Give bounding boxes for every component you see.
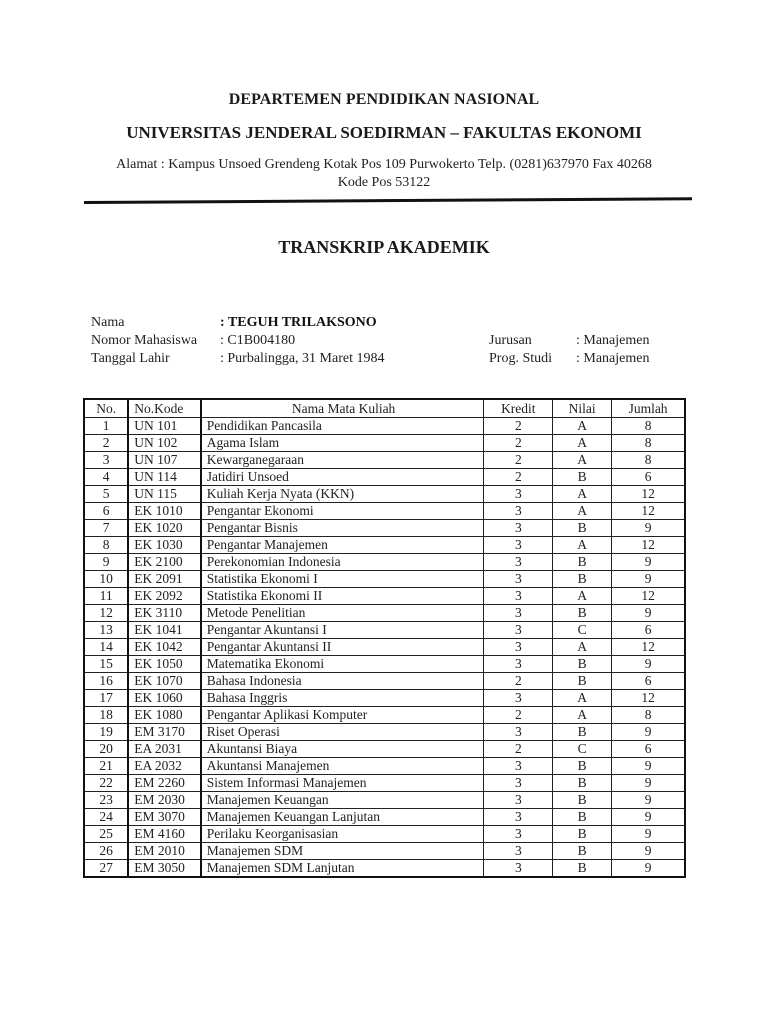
row-no: 23 — [84, 792, 128, 809]
table-row — [84, 673, 685, 690]
points: 9 — [612, 571, 685, 588]
points: 6 — [612, 622, 685, 639]
points: 9 — [612, 809, 685, 826]
dob-value: : Purbalingga, 31 Maret 1984 — [220, 351, 385, 366]
name-label: Nama — [91, 315, 125, 330]
credits: 2 — [484, 469, 553, 486]
credits: 3 — [484, 503, 553, 520]
points: 9 — [612, 826, 685, 843]
course-code: EK 1060 — [128, 690, 200, 707]
address-line-2: Kode Pos 53122 — [337, 175, 431, 190]
course-code: EK 1041 — [128, 622, 200, 639]
table-row — [84, 503, 685, 520]
table-row — [84, 758, 685, 775]
grade: B — [553, 792, 612, 809]
course-code: EK 1010 — [128, 503, 200, 520]
course-name: Pengantar Akuntansi I — [201, 622, 484, 639]
points: 9 — [612, 860, 685, 878]
header-nama: Nama Mata Kuliah — [201, 399, 484, 418]
course-name: Manajemen SDM — [201, 843, 484, 860]
document-title: TRANSKRIP AKADEMIK — [278, 237, 490, 257]
course-code: EK 1020 — [128, 520, 200, 537]
credits: 2 — [484, 707, 553, 724]
course-name: Statistika Ekonomi I — [201, 571, 484, 588]
table-row — [84, 469, 685, 486]
course-code: UN 115 — [128, 486, 200, 503]
header-jumlah: Jumlah — [612, 399, 685, 418]
points: 12 — [612, 639, 685, 656]
table-row — [84, 860, 685, 878]
header-no: No. — [84, 399, 128, 418]
course-code: EK 1080 — [128, 707, 200, 724]
credits: 2 — [484, 452, 553, 469]
points: 9 — [612, 775, 685, 792]
header-kode: No.Kode — [128, 399, 200, 418]
credits: 3 — [484, 554, 553, 571]
course-name: Kewarganegaraan — [201, 452, 484, 469]
table-row — [84, 452, 685, 469]
grade: A — [553, 588, 612, 605]
course-code: EK 2100 — [128, 554, 200, 571]
row-no: 17 — [84, 690, 128, 707]
row-no: 11 — [84, 588, 128, 605]
table-row — [84, 554, 685, 571]
course-code: EK 1050 — [128, 656, 200, 673]
row-no: 1 — [84, 418, 128, 435]
points: 9 — [612, 656, 685, 673]
course-name: Manajemen SDM Lanjutan — [201, 860, 484, 878]
course-code: EA 2032 — [128, 758, 200, 775]
course-code: UN 107 — [128, 452, 200, 469]
course-name: Agama Islam — [201, 435, 484, 452]
table-row — [84, 622, 685, 639]
points: 12 — [612, 503, 685, 520]
credits: 2 — [484, 418, 553, 435]
credits: 3 — [484, 588, 553, 605]
grade: B — [553, 571, 612, 588]
grade: A — [553, 537, 612, 554]
table-row — [84, 792, 685, 809]
points: 8 — [612, 435, 685, 452]
table-row — [84, 826, 685, 843]
course-name: Akuntansi Biaya — [201, 741, 484, 758]
points: 8 — [612, 418, 685, 435]
course-name: Pengantar Bisnis — [201, 520, 484, 537]
points: 8 — [612, 707, 685, 724]
credits: 3 — [484, 690, 553, 707]
credits: 3 — [484, 775, 553, 792]
grade: B — [553, 673, 612, 690]
course-name: Pengantar Akuntansi II — [201, 639, 484, 656]
grade: B — [553, 656, 612, 673]
course-name: Perilaku Keorganisasian — [201, 826, 484, 843]
points: 12 — [612, 588, 685, 605]
table-row — [84, 656, 685, 673]
grade: B — [553, 554, 612, 571]
course-code: EM 2260 — [128, 775, 200, 792]
table-row — [84, 809, 685, 826]
points: 6 — [612, 673, 685, 690]
table-row — [84, 605, 685, 622]
points: 9 — [612, 792, 685, 809]
department-heading: DEPARTEMEN PENDIDIKAN NASIONAL — [228, 91, 540, 108]
table-row — [84, 707, 685, 724]
row-no: 20 — [84, 741, 128, 758]
grade: B — [553, 758, 612, 775]
course-code: UN 101 — [128, 418, 200, 435]
course-name: Manajemen Keuangan — [201, 792, 484, 809]
course-name: Bahasa Inggris — [201, 690, 484, 707]
credits: 3 — [484, 843, 553, 860]
course-name: Matematika Ekonomi — [201, 656, 484, 673]
course-code: EM 3050 — [128, 860, 200, 878]
row-no: 2 — [84, 435, 128, 452]
course-name: Pengantar Aplikasi Komputer — [201, 707, 484, 724]
grades-body — [84, 418, 685, 878]
grades-table — [83, 398, 686, 878]
row-no: 3 — [84, 452, 128, 469]
row-no: 14 — [84, 639, 128, 656]
course-name: Kuliah Kerja Nyata (KKN) — [201, 486, 484, 503]
course-code: EM 3170 — [128, 724, 200, 741]
row-no: 18 — [84, 707, 128, 724]
credits: 2 — [484, 435, 553, 452]
points: 9 — [612, 605, 685, 622]
row-no: 25 — [84, 826, 128, 843]
table-row — [84, 639, 685, 656]
table-row — [84, 520, 685, 537]
points: 9 — [612, 554, 685, 571]
nim-label: Nomor Mahasiswa — [91, 333, 198, 348]
table-row — [84, 690, 685, 707]
course-name: Metode Penelitian — [201, 605, 484, 622]
grade: A — [553, 707, 612, 724]
course-code: EM 3070 — [128, 809, 200, 826]
row-no: 10 — [84, 571, 128, 588]
row-no: 8 — [84, 537, 128, 554]
table-row — [84, 843, 685, 860]
course-code: UN 114 — [128, 469, 200, 486]
course-code: EA 2031 — [128, 741, 200, 758]
table-row — [84, 435, 685, 452]
row-no: 26 — [84, 843, 128, 860]
credits: 3 — [484, 656, 553, 673]
table-row — [84, 571, 685, 588]
course-code: EK 2092 — [128, 588, 200, 605]
table-header-row — [84, 399, 685, 418]
jurusan-label: Jurusan — [489, 333, 532, 348]
grade: B — [553, 826, 612, 843]
grade: A — [553, 639, 612, 656]
table-row — [84, 741, 685, 758]
table-row — [84, 418, 685, 435]
course-name: Akuntansi Manajemen — [201, 758, 484, 775]
course-name: Bahasa Indonesia — [201, 673, 484, 690]
credits: 3 — [484, 622, 553, 639]
row-no: 15 — [84, 656, 128, 673]
row-no: 12 — [84, 605, 128, 622]
credits: 3 — [484, 486, 553, 503]
course-name: Pendidikan Pancasila — [201, 418, 484, 435]
row-no: 19 — [84, 724, 128, 741]
credits: 3 — [484, 605, 553, 622]
course-code: EK 1042 — [128, 639, 200, 656]
course-code: EM 2030 — [128, 792, 200, 809]
prodi-value: : Manajemen — [576, 351, 650, 366]
grade: B — [553, 809, 612, 826]
course-name: Manajemen Keuangan Lanjutan — [201, 809, 484, 826]
points: 12 — [612, 690, 685, 707]
jurusan-value: : Manajemen — [576, 333, 650, 348]
row-no: 4 — [84, 469, 128, 486]
university-heading: UNIVERSITAS JENDERAL SOEDIRMAN – FAKULTAS EKONOMI — [126, 123, 642, 142]
row-no: 21 — [84, 758, 128, 775]
credits: 3 — [484, 537, 553, 554]
name-value: : TEGUH TRILAKSONO — [220, 315, 377, 330]
nim-value: : C1B004180 — [220, 333, 296, 348]
row-no: 24 — [84, 809, 128, 826]
student-info — [91, 314, 691, 374]
table-row — [84, 486, 685, 503]
points: 9 — [612, 758, 685, 775]
points: 8 — [612, 452, 685, 469]
grade: B — [553, 860, 612, 878]
points: 9 — [612, 520, 685, 537]
header-nilai: Nilai — [553, 399, 612, 418]
grade: A — [553, 418, 612, 435]
points: 12 — [612, 537, 685, 554]
credits: 3 — [484, 639, 553, 656]
grade: B — [553, 843, 612, 860]
course-name: Jatidiri Unsoed — [201, 469, 484, 486]
grade: A — [553, 690, 612, 707]
grade: C — [553, 622, 612, 639]
grade: A — [553, 435, 612, 452]
grade: B — [553, 605, 612, 622]
row-no: 27 — [84, 860, 128, 878]
dob-label: Tanggal Lahir — [91, 351, 170, 366]
course-code: EK 1030 — [128, 537, 200, 554]
grade: B — [553, 775, 612, 792]
grade: C — [553, 741, 612, 758]
points: 9 — [612, 724, 685, 741]
course-name: Pengantar Ekonomi — [201, 503, 484, 520]
row-no: 22 — [84, 775, 128, 792]
table-row — [84, 588, 685, 605]
course-code: EK 2091 — [128, 571, 200, 588]
credits: 2 — [484, 673, 553, 690]
header-kredit: Kredit — [484, 399, 553, 418]
credits: 3 — [484, 724, 553, 741]
course-name: Sistem Informasi Manajemen — [201, 775, 484, 792]
course-code: UN 102 — [128, 435, 200, 452]
row-no: 6 — [84, 503, 128, 520]
course-name: Perekonomian Indonesia — [201, 554, 484, 571]
points: 12 — [612, 486, 685, 503]
credits: 2 — [484, 741, 553, 758]
points: 6 — [612, 469, 685, 486]
credits: 3 — [484, 571, 553, 588]
points: 9 — [612, 843, 685, 860]
row-no: 16 — [84, 673, 128, 690]
grade: A — [553, 452, 612, 469]
credits: 3 — [484, 792, 553, 809]
credits: 3 — [484, 809, 553, 826]
grade: B — [553, 724, 612, 741]
course-code: EK 3110 — [128, 605, 200, 622]
course-name: Riset Operasi — [201, 724, 484, 741]
credits: 3 — [484, 520, 553, 537]
course-code: EM 4160 — [128, 826, 200, 843]
table-row — [84, 724, 685, 741]
credits: 3 — [484, 860, 553, 878]
course-name: Pengantar Manajemen — [201, 537, 484, 554]
row-no: 9 — [84, 554, 128, 571]
row-no: 7 — [84, 520, 128, 537]
course-code: EK 1070 — [128, 673, 200, 690]
course-name: Statistika Ekonomi II — [201, 588, 484, 605]
table-row — [84, 537, 685, 554]
letterhead-divider — [84, 197, 692, 204]
row-no: 5 — [84, 486, 128, 503]
row-no: 13 — [84, 622, 128, 639]
prodi-label: Prog. Studi — [489, 351, 553, 366]
credits: 3 — [484, 758, 553, 775]
grade: B — [553, 520, 612, 537]
points: 6 — [612, 741, 685, 758]
grade: B — [553, 469, 612, 486]
address-block — [0, 156, 768, 192]
credits: 3 — [484, 826, 553, 843]
grade: A — [553, 486, 612, 503]
table-row — [84, 775, 685, 792]
course-code: EM 2010 — [128, 843, 200, 860]
address-line-1: Alamat : Kampus Unsoed Grendeng Kotak Pos 109 Purwokerto Telp. (0281)637970 Fax 40268 — [116, 157, 652, 172]
grade: A — [553, 503, 612, 520]
